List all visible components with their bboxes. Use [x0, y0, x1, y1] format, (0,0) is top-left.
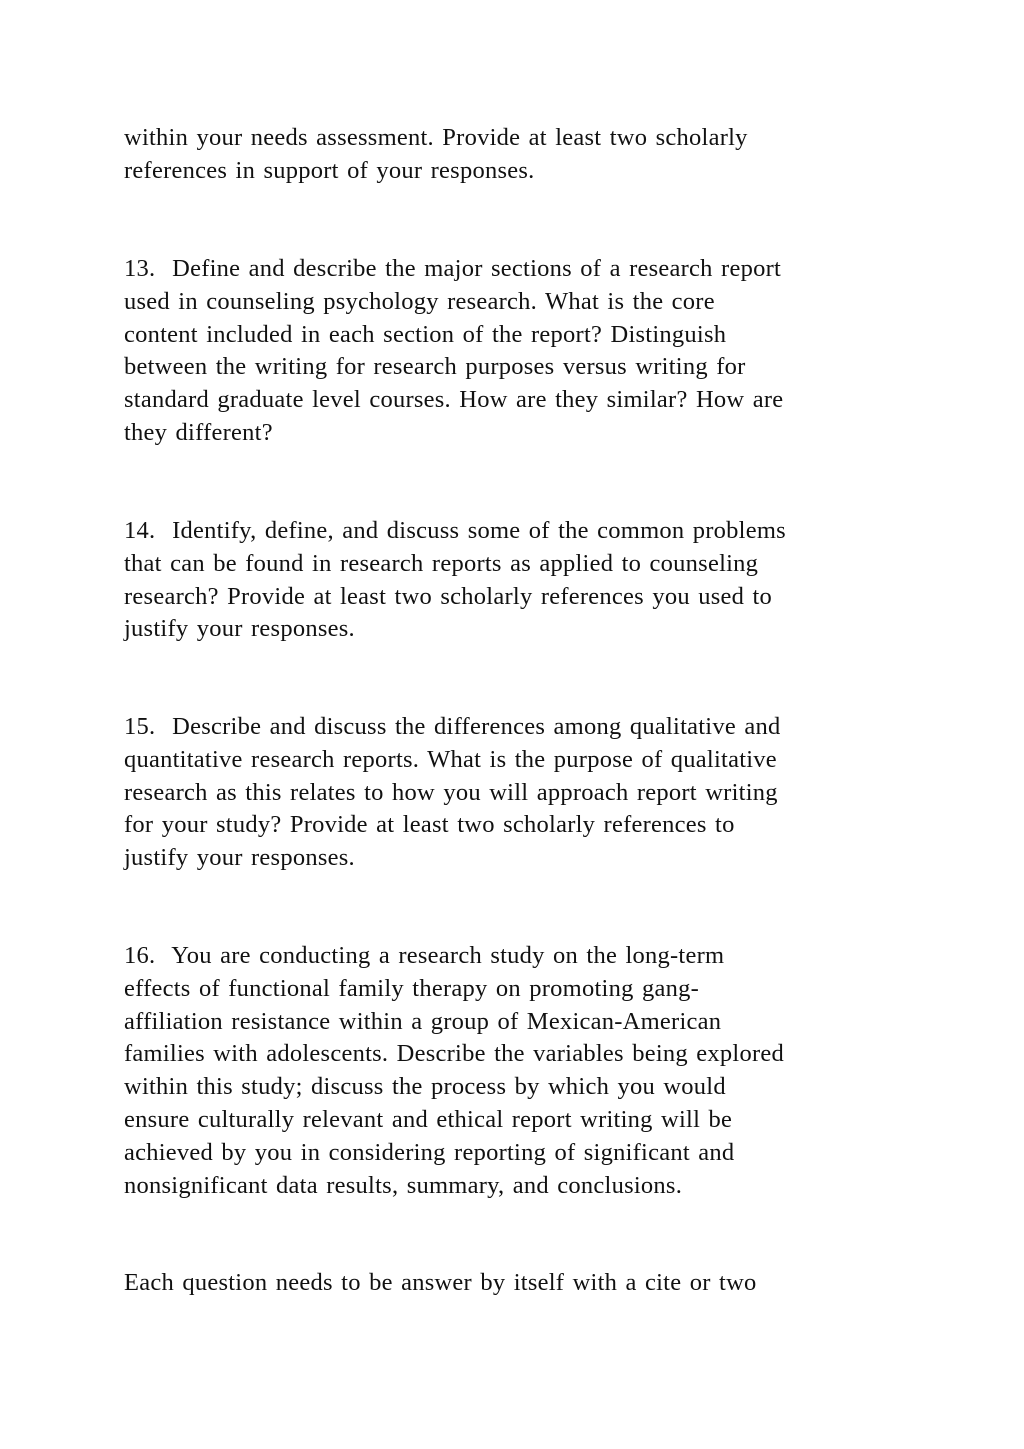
text-line: for your study? Provide at least two scholarly references to — [124, 811, 735, 839]
text-line: effects of functional family therapy on promoting gang- — [124, 974, 699, 1002]
text-line: they different? — [124, 418, 273, 446]
closing-instruction — [124, 1267, 914, 1300]
question-14 — [124, 515, 914, 646]
text-line: justify your responses. — [124, 615, 355, 643]
text-line: between the writing for research purposes versus writing for — [124, 353, 746, 381]
text-line: 15. Describe and discuss the differences among qualitative and — [124, 713, 781, 740]
text-line: within this study; discuss the process by which you would — [124, 1073, 726, 1101]
paragraph-intro-continuation — [124, 122, 914, 188]
text-line: nonsignificant data results, summary, and conclusions. — [124, 1171, 683, 1199]
text-line: quantitative research reports. What is the purpose of qualitative — [124, 745, 777, 773]
text-line: standard graduate level courses. How are they similar? How are — [124, 386, 784, 414]
question-13 — [124, 253, 914, 450]
question-16 — [124, 940, 914, 1202]
text-line: 14. Identify, define, and discuss some of the common problems — [124, 517, 786, 544]
text-line: affiliation resistance within a group of Mexican-American — [124, 1007, 722, 1035]
text-line: Each question needs to be answer by itself with a cite or two — [124, 1269, 757, 1296]
text-line: references in support of your responses. — [124, 156, 535, 184]
text-line: within your needs assessment. Provide at least two scholarly — [124, 124, 748, 151]
text-line: 16. You are conducting a research study on the long-term — [124, 942, 725, 969]
text-line: content included in each section of the report? Distinguish — [124, 320, 727, 348]
text-line: used in counseling psychology research. What is the core — [124, 287, 715, 315]
question-15 — [124, 711, 914, 875]
text-line: research? Provide at least two scholarly references you used to — [124, 582, 773, 610]
text-line: achieved by you in considering reporting of significant and — [124, 1138, 735, 1166]
text-line: families with adolescents. Describe the variables being explored — [124, 1040, 784, 1068]
text-line: research as this relates to how you will approach report writing — [124, 778, 778, 806]
text-line: 13. Define and describe the major sections of a research report — [124, 255, 782, 282]
text-line: justify your responses. — [124, 844, 355, 872]
text-line: that can be found in research reports as applied to counseling — [124, 549, 759, 577]
text-line: ensure culturally relevant and ethical report writing will be — [124, 1105, 733, 1133]
